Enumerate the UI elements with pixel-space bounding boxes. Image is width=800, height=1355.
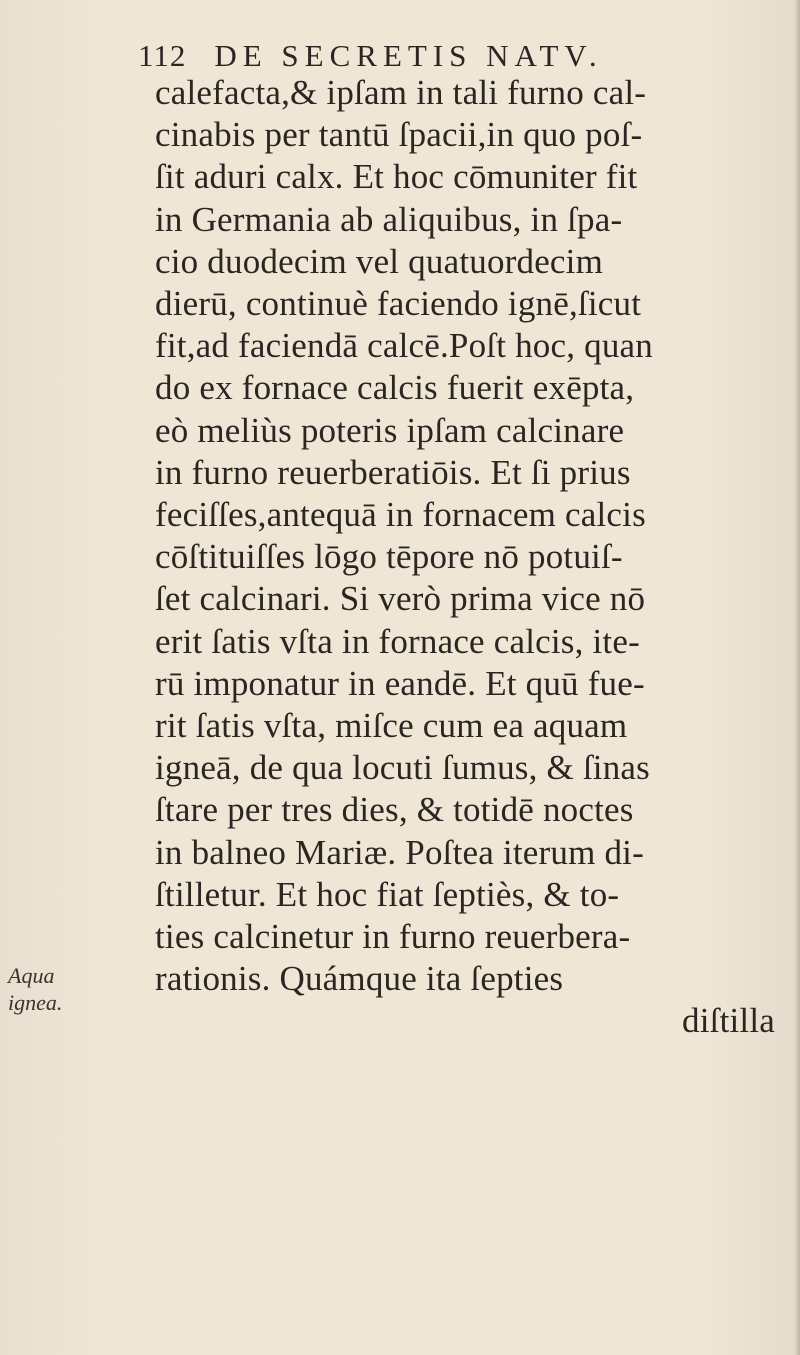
text-line: igneā, de qua locuti ſumus, & ſinas [155,748,650,788]
text-line: ſit aduri calx. Et hoc cōmuniter fit [155,157,638,197]
text-line: ſtare per tres dies, & totidē noctes [155,790,634,830]
text-line: dierū, continuè faciendo ignē,ſicut [155,284,642,324]
text-line: do ex fornace calcis fuerit exēpta, [155,368,635,408]
text-line: fit,ad faciendā calcē.Poſt hoc, quan [155,326,653,366]
text-line: calefacta,& ipſam in tali furno cal- [155,73,647,112]
text-line: ſtilletur. Et hoc fiat ſeptiès, & to- [155,874,620,914]
text-line: cinabis per tantū ſpacii,in quo poſ- [155,115,643,155]
text-line: in Germania ab aliquibus, in ſpa- [155,199,623,239]
text-line: rationis. Quámque ita ſepties [155,959,564,999]
page-number: 112 [138,38,187,73]
marginal-note-line: ignea. [8,990,63,1015]
running-title: DE SECRETIS NATV. [214,38,603,73]
main-text-block [155,72,795,1043]
text-line: erit ſatis vſta in fornace calcis, ite- [155,621,640,661]
text-line: ſet calcinari. Si verò prima vice nō [155,579,646,619]
marginal-note-line: Aqua [8,963,55,988]
marginal-note [8,962,88,1016]
text-line: rit ſatis vſta, miſce cum ea aquam [155,706,628,746]
text-line: rū imponatur in eandē. Et quū fue- [155,663,645,703]
catchword: diſtilla [682,1001,775,1041]
text-line: ties calcinetur in furno reuerbera- [155,917,631,957]
running-head [138,38,603,74]
text-line: eò meliùs poteris ipſam calcinare [155,410,625,450]
text-line: cōſtituiſſes lōgo tēpore nō potuiſ- [155,537,623,577]
text-line: feciſſes,antequā in fornacem calcis [155,495,646,535]
text-line: in furno reuerberatiōis. Et ſi prius [155,452,631,492]
text-line: cio duodecim vel quatuordecim [155,241,604,281]
text-line: in balneo Mariæ. Poſtea iterum di- [155,832,644,872]
